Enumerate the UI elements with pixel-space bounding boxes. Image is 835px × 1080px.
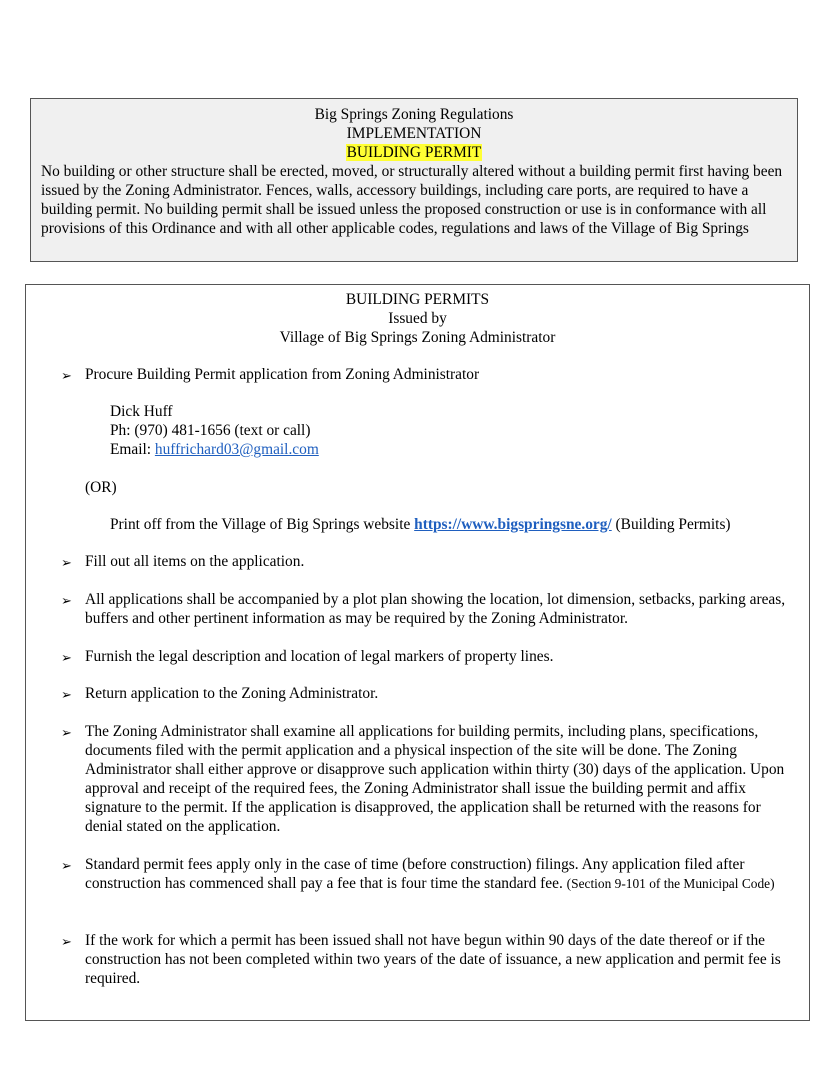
bullet-icon: ➢ (61, 934, 72, 949)
fees-text: Standard permit fees apply only in the case of time (before construction) filings. Any application filed after construction has commenced shall pay a fee that is four time the standard fee. (85, 856, 745, 892)
return-item: Return application to the Zoning Administrator. (85, 685, 379, 702)
legal-item: Furnish the legal description and location of legal markers of property lines. (85, 648, 554, 665)
procure-item: Procure Building Permit application from Zoning Administrator (85, 366, 480, 383)
regulations-title: Big Springs Zoning Regulations (314, 106, 514, 123)
implementation-box (30, 98, 798, 262)
bullet-icon: ➢ (61, 368, 72, 383)
website-suffix: (Building Permits) (611, 516, 731, 533)
fees-item (85, 855, 800, 893)
plot-plan-item: All applications shall be accompanied by a plot plan showing the location, lot dimension, setbacks, parking areas, buffers and other pertinent information as may be required by the Zoning Administrator. (85, 591, 786, 627)
bullet-icon: ➢ (61, 555, 72, 570)
website-prefix: Print off from the Village of Big Springs website (110, 516, 415, 533)
fill-out-item: Fill out all items on the application. (85, 553, 305, 570)
issued-by: Issued by (388, 310, 447, 327)
fees-reference: (Section 9-101 of the Municipal Code) (566, 876, 775, 891)
issuer: Village of Big Springs Zoning Administrator (279, 329, 556, 346)
implementation-body: No building or other structure shall be erected, moved, or structurally altered without a building permit first having been issued by the Zoning Administrator. Fences, walls, accessory buildings, including care ports, are required to have a building permit. No building permit shall be issued unless the proposed construction or use is in conformance with all provisions of this Ordinance and with all other applicable codes, regulations and laws of the Village of Big Springs (41, 163, 783, 237)
website-link[interactable]: https://www.bigspringsne.org/ (414, 516, 612, 533)
bullet-icon: ➢ (61, 593, 72, 608)
or-text: (OR) (85, 479, 117, 496)
contact-phone: Ph: (970) 481-1656 (text or call) (110, 422, 311, 439)
building-permits-box (25, 284, 810, 1021)
bullet-icon: ➢ (61, 858, 72, 873)
bullet-icon: ➢ (61, 687, 72, 702)
email-link[interactable]: huffrichard03@gmail.com (154, 441, 319, 458)
bullet-icon: ➢ (61, 650, 72, 665)
contact-name: Dick Huff (110, 403, 173, 420)
expiry-item: If the work for which a permit has been issued shall not have begun within 90 days of the date thereof or if the construction has not been completed within two years of the date of issuance, a new application and permit fee is required. (85, 932, 781, 987)
section-heading: IMPLEMENTATION (346, 125, 482, 142)
highlighted-heading: BUILDING PERMIT (346, 144, 482, 161)
website-line (110, 515, 810, 534)
email-label: Email: (110, 441, 155, 458)
bullet-icon: ➢ (61, 725, 72, 740)
contact-block (110, 402, 319, 459)
examine-item: The Zoning Administrator shall examine all applications for building permits, including plans, specifications, documents filed with the permit application and a physical inspection of the site will be done. The Zoning Administrator shall either approve or disapprove such application within thirty (30) days of the application. Upon approval and receipt of the required fees, the Zoning Administrator shall issue the building permit and affix signature to the permit. If the application is disapproved, the application shall be returned with the reasons for denial stated on the application. (85, 723, 785, 835)
permits-title: BUILDING PERMITS (345, 291, 490, 308)
permits-header (26, 290, 809, 347)
